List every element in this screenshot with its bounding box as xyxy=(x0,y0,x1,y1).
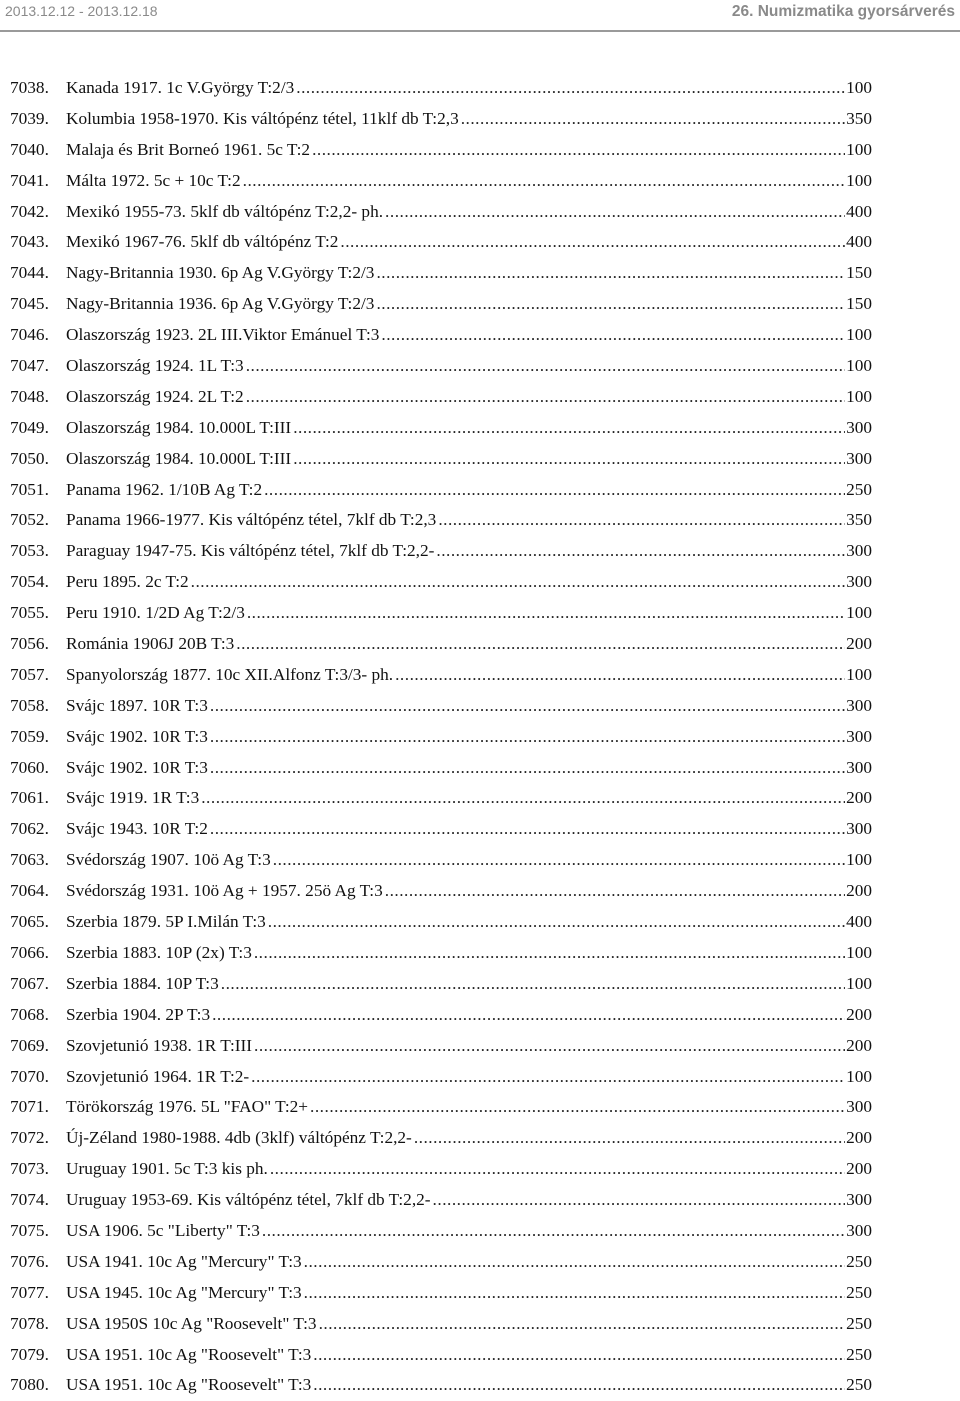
lot-description: Mexikó 1955-73. 5klf db váltópénz T:2,2- ph. xyxy=(66,201,384,221)
lot-number: 7050. xyxy=(10,448,49,468)
lot-line xyxy=(66,876,872,907)
lot-description: USA 1951. 10c Ag "Roosevelt" T:3 xyxy=(66,1375,312,1395)
dot-leader xyxy=(461,104,845,135)
lot-line xyxy=(66,907,872,938)
dot-leader xyxy=(313,1340,845,1371)
lot-row xyxy=(10,1092,872,1123)
dot-leader xyxy=(212,1000,845,1031)
lot-row xyxy=(10,1123,872,1154)
lot-row xyxy=(10,598,872,629)
dot-leader xyxy=(310,1092,845,1123)
lot-line xyxy=(66,289,872,320)
lot-number: 7068. xyxy=(10,1004,49,1024)
lot-line xyxy=(66,197,872,228)
lot-description: Svájc 1902. 10R T:3 xyxy=(66,757,208,777)
lot-description: Kanada 1917. 1c V.György T:2/3 xyxy=(66,78,295,97)
dot-leader xyxy=(254,1031,845,1062)
lot-description: Nagy-Britannia 1936. 6p Ag V.György T:2/3 xyxy=(66,294,375,314)
lot-starting-price: 100 xyxy=(846,850,872,870)
lot-number: 7074. xyxy=(10,1190,49,1210)
lot-number: 7080. xyxy=(10,1375,49,1395)
dot-leader xyxy=(433,1185,846,1216)
lot-starting-price: 250 xyxy=(846,1251,872,1271)
dot-leader xyxy=(304,1247,845,1278)
lot-row xyxy=(10,320,872,351)
lot-description: Szerbia 1884. 10P T:3 xyxy=(66,973,219,993)
dot-leader xyxy=(251,1062,845,1093)
dot-leader xyxy=(296,73,845,104)
lot-line xyxy=(66,1185,872,1216)
lot-number: 7063. xyxy=(10,850,49,870)
lot-description: Uruguay 1901. 5c T:3 kis ph. xyxy=(66,1159,268,1179)
lot-starting-price: 200 xyxy=(846,881,872,901)
lot-description: USA 1945. 10c Ag "Mercury" T:3 xyxy=(66,1282,302,1302)
dot-leader xyxy=(254,938,845,969)
lot-row xyxy=(10,814,872,845)
lot-line xyxy=(66,969,872,1000)
dot-leader xyxy=(210,753,845,784)
lot-number: 7055. xyxy=(10,603,49,623)
lot-row xyxy=(10,722,872,753)
dot-leader xyxy=(246,382,845,413)
lot-line xyxy=(66,598,872,629)
lot-description: Panama 1966-1977. Kis váltópénz tétel, 7klf db T:2,3 xyxy=(66,510,437,530)
lot-number: 7076. xyxy=(10,1251,49,1271)
lot-starting-price: 100 xyxy=(846,664,872,684)
lot-starting-price: 100 xyxy=(846,386,872,406)
lot-starting-price: 100 xyxy=(846,1066,872,1086)
lot-line xyxy=(66,1000,872,1031)
lot-description: Mexikó 1967-76. 5klf db váltópénz T:2 xyxy=(66,232,339,252)
lot-line xyxy=(66,258,872,289)
dot-leader xyxy=(246,351,845,382)
page-header xyxy=(0,0,960,34)
lot-number: 7073. xyxy=(10,1159,49,1179)
lot-row xyxy=(10,1185,872,1216)
dot-leader xyxy=(385,876,845,907)
lot-description: Paraguay 1947-75. Kis váltópénz tétel, 7klf db T:2,2- xyxy=(66,541,435,561)
lot-number: 7067. xyxy=(10,973,49,993)
dot-leader xyxy=(247,598,845,629)
lot-row xyxy=(10,660,872,691)
lot-description: USA 1941. 10c Ag "Mercury" T:3 xyxy=(66,1251,302,1271)
lot-number: 7042. xyxy=(10,201,49,221)
lot-starting-price: 300 xyxy=(846,695,872,715)
lot-line xyxy=(66,567,872,598)
lot-line xyxy=(66,444,872,475)
lot-line xyxy=(66,660,872,691)
lot-row xyxy=(10,197,872,228)
lot-line xyxy=(66,1340,872,1371)
lot-description: Szerbia 1879. 5P I.Milán T:3 xyxy=(66,912,266,932)
lot-description: Szovjetunió 1938. 1R T:III xyxy=(66,1035,253,1055)
dot-leader xyxy=(376,258,845,289)
lot-line xyxy=(66,845,872,876)
lot-number: 7057. xyxy=(10,664,49,684)
lot-row xyxy=(10,1216,872,1247)
lot-line xyxy=(66,691,872,722)
lot-line xyxy=(66,814,872,845)
lot-row xyxy=(10,1309,872,1340)
lot-number: 7072. xyxy=(10,1128,49,1148)
dot-leader xyxy=(414,1123,845,1154)
lot-row xyxy=(10,289,872,320)
lot-row xyxy=(10,1154,872,1185)
lot-number: 7066. xyxy=(10,942,49,962)
lot-line xyxy=(66,1031,872,1062)
lot-starting-price: 350 xyxy=(846,108,872,128)
lot-description: Svájc 1902. 10R T:3 xyxy=(66,726,208,746)
lot-row xyxy=(10,505,872,536)
dot-leader xyxy=(385,197,845,228)
lot-number: 7079. xyxy=(10,1344,49,1364)
lot-number: 7058. xyxy=(10,695,49,715)
lot-number: 7038. xyxy=(10,78,49,97)
lot-line xyxy=(66,166,872,197)
lot-row xyxy=(10,135,872,166)
dot-leader xyxy=(264,475,845,506)
header-divider xyxy=(0,30,960,32)
lot-number: 7051. xyxy=(10,479,49,499)
lot-line xyxy=(66,1154,872,1185)
lot-description: USA 1906. 5c "Liberty" T:3 xyxy=(66,1220,260,1240)
lot-description: Panama 1962. 1/10B Ag T:2 xyxy=(66,479,263,499)
lot-number: 7062. xyxy=(10,819,49,839)
lot-starting-price: 200 xyxy=(846,1004,872,1024)
lot-starting-price: 200 xyxy=(846,634,872,654)
lot-line xyxy=(66,536,872,567)
lot-starting-price: 100 xyxy=(846,139,872,159)
lot-row xyxy=(10,351,872,382)
lot-number: 7077. xyxy=(10,1282,49,1302)
lot-row xyxy=(10,1062,872,1093)
lot-row xyxy=(10,691,872,722)
lot-starting-price: 200 xyxy=(846,1128,872,1148)
lot-description: Új-Zéland 1980-1988. 4db (3klf) váltópénz T:2,2- xyxy=(66,1128,412,1148)
lot-line xyxy=(66,505,872,536)
lot-row xyxy=(10,382,872,413)
lot-starting-price: 150 xyxy=(846,263,872,283)
lot-row xyxy=(10,845,872,876)
lot-line xyxy=(66,135,872,166)
lot-description: USA 1951. 10c Ag "Roosevelt" T:3 xyxy=(66,1344,312,1364)
lot-starting-price: 300 xyxy=(846,572,872,592)
lot-line xyxy=(66,1247,872,1278)
lot-row xyxy=(10,227,872,258)
lot-starting-price: 100 xyxy=(846,356,872,376)
lot-number: 7061. xyxy=(10,788,49,808)
lot-starting-price: 250 xyxy=(846,1282,872,1302)
lot-row xyxy=(10,969,872,1000)
dot-leader xyxy=(293,413,845,444)
lot-starting-price: 200 xyxy=(846,788,872,808)
lot-starting-price: 400 xyxy=(846,201,872,221)
lot-description: Peru 1910. 1/2D Ag T:2/3 xyxy=(66,603,245,623)
lot-list xyxy=(10,73,872,1401)
lot-starting-price: 150 xyxy=(846,294,872,314)
dot-leader xyxy=(304,1278,845,1309)
lot-description: Olaszország 1924. 1L T:3 xyxy=(66,356,244,376)
lot-row xyxy=(10,1031,872,1062)
lot-row xyxy=(10,783,872,814)
lot-starting-price: 100 xyxy=(846,78,872,97)
lot-number: 7056. xyxy=(10,634,49,654)
lot-number: 7047. xyxy=(10,356,49,376)
lot-starting-price: 300 xyxy=(846,1220,872,1240)
dot-leader xyxy=(262,1216,845,1247)
auction-title: 26. Numizmatika gyorsárverés xyxy=(731,3,955,20)
lot-starting-price: 250 xyxy=(846,1375,872,1395)
lot-row xyxy=(10,444,872,475)
lot-row xyxy=(10,536,872,567)
lot-number: 7060. xyxy=(10,757,49,777)
lot-number: 7054. xyxy=(10,572,49,592)
lot-row xyxy=(10,753,872,784)
lot-starting-price: 300 xyxy=(846,726,872,746)
lot-row xyxy=(10,1370,872,1401)
dot-leader xyxy=(268,907,845,938)
lot-starting-price: 100 xyxy=(846,942,872,962)
lot-description: Olaszország 1984. 10.000L T:III xyxy=(66,448,292,468)
lot-description: Svájc 1943. 10R T:2 xyxy=(66,819,208,839)
lot-description: Svédország 1931. 10ö Ag + 1957. 25ö Ag T:3 xyxy=(66,881,383,901)
dot-leader xyxy=(376,289,845,320)
lot-row xyxy=(10,567,872,598)
lot-description: Szovjetunió 1964. 1R T:2- xyxy=(66,1066,250,1086)
lot-number: 7045. xyxy=(10,294,49,314)
lot-row xyxy=(10,876,872,907)
lot-starting-price: 100 xyxy=(846,603,872,623)
lot-description: Törökország 1976. 5L "FAO" T:2+ xyxy=(66,1097,309,1117)
dot-leader xyxy=(319,1309,846,1340)
lot-line xyxy=(66,227,872,258)
dot-leader xyxy=(312,135,845,166)
lot-number: 7052. xyxy=(10,510,49,530)
dot-leader xyxy=(191,567,845,598)
lot-line xyxy=(66,475,872,506)
lot-number: 7069. xyxy=(10,1035,49,1055)
dot-leader xyxy=(395,660,845,691)
dot-leader xyxy=(210,722,845,753)
lot-line xyxy=(66,1309,872,1340)
lot-starting-price: 250 xyxy=(846,1313,872,1333)
lot-row xyxy=(10,1340,872,1371)
lot-row xyxy=(10,166,872,197)
lot-description: Szerbia 1904. 2P T:3 xyxy=(66,1004,211,1024)
dot-leader xyxy=(221,969,845,1000)
lot-number: 7064. xyxy=(10,881,49,901)
lot-number: 7078. xyxy=(10,1313,49,1333)
dot-leader xyxy=(210,814,845,845)
lot-number: 7059. xyxy=(10,726,49,746)
lot-description: Olaszország 1984. 10.000L T:III xyxy=(66,417,292,437)
lot-number: 7044. xyxy=(10,263,49,283)
dot-leader xyxy=(273,845,845,876)
lot-line xyxy=(66,382,872,413)
dot-leader xyxy=(436,536,845,567)
lot-number: 7075. xyxy=(10,1220,49,1240)
lot-starting-price: 250 xyxy=(846,479,872,499)
dot-leader xyxy=(293,444,845,475)
lot-row xyxy=(10,73,872,104)
lot-line xyxy=(66,722,872,753)
lot-line xyxy=(66,1123,872,1154)
lot-line xyxy=(66,629,872,660)
lot-number: 7065. xyxy=(10,912,49,932)
lot-description: Uruguay 1953-69. Kis váltópénz tétel, 7klf db T:2,2- xyxy=(66,1190,431,1210)
lot-starting-price: 100 xyxy=(846,170,872,190)
lot-number: 7040. xyxy=(10,139,49,159)
lot-description: Malaja és Brit Borneó 1961. 5c T:2 xyxy=(66,139,311,159)
lot-description: USA 1950S 10c Ag "Roosevelt" T:3 xyxy=(66,1313,317,1333)
lot-starting-price: 350 xyxy=(846,510,872,530)
lot-number: 7048. xyxy=(10,386,49,406)
lot-row xyxy=(10,104,872,135)
lot-description: Olaszország 1923. 2L III.Viktor Emánuel T:3 xyxy=(66,325,380,345)
lot-starting-price: 300 xyxy=(846,448,872,468)
lot-starting-price: 200 xyxy=(846,1035,872,1055)
lot-row xyxy=(10,1278,872,1309)
lot-starting-price: 200 xyxy=(846,1159,872,1179)
lot-number: 7041. xyxy=(10,170,49,190)
lot-row xyxy=(10,938,872,969)
lot-line xyxy=(66,938,872,969)
lot-number: 7039. xyxy=(10,108,49,128)
lot-number: 7046. xyxy=(10,325,49,345)
lot-starting-price: 400 xyxy=(846,232,872,252)
lot-starting-price: 300 xyxy=(846,819,872,839)
lot-line xyxy=(66,1092,872,1123)
lot-description: Kolumbia 1958-1970. Kis váltópénz tétel, 11klf db T:2,3 xyxy=(66,108,459,128)
lot-starting-price: 100 xyxy=(846,325,872,345)
lot-line xyxy=(66,783,872,814)
dot-leader xyxy=(381,320,845,351)
dot-leader xyxy=(313,1370,845,1401)
lot-number: 7071. xyxy=(10,1097,49,1117)
lot-starting-price: 300 xyxy=(846,1097,872,1117)
lot-starting-price: 250 xyxy=(846,1344,872,1364)
lot-line xyxy=(66,413,872,444)
lot-row xyxy=(10,629,872,660)
lot-line xyxy=(66,320,872,351)
lot-line xyxy=(66,104,872,135)
lot-starting-price: 300 xyxy=(846,541,872,561)
lot-row xyxy=(10,1247,872,1278)
date-range: 2013.12.12 - 2013.12.18 xyxy=(5,3,158,19)
lot-description: Svájc 1919. 1R T:3 xyxy=(66,788,200,808)
lot-line xyxy=(66,1062,872,1093)
dot-leader xyxy=(340,227,845,258)
lot-description: Peru 1895. 2c T:2 xyxy=(66,572,189,592)
lot-description: Málta 1972. 5c + 10c T:2 xyxy=(66,170,241,190)
lot-line xyxy=(66,351,872,382)
lot-description: Olaszország 1924. 2L T:2 xyxy=(66,386,244,406)
lot-description: Szerbia 1883. 10P (2x) T:3 xyxy=(66,942,252,962)
lot-number: 7053. xyxy=(10,541,49,561)
lot-starting-price: 300 xyxy=(846,417,872,437)
lot-number: 7070. xyxy=(10,1066,49,1086)
lot-line xyxy=(66,1370,872,1401)
dot-leader xyxy=(270,1154,845,1185)
lot-number: 7043. xyxy=(10,232,49,252)
lot-line xyxy=(66,1216,872,1247)
lot-row xyxy=(10,475,872,506)
lot-number: 7049. xyxy=(10,417,49,437)
dot-leader xyxy=(201,783,845,814)
lot-line xyxy=(66,1278,872,1309)
lot-starting-price: 100 xyxy=(846,973,872,993)
lot-description: Svédország 1907. 10ö Ag T:3 xyxy=(66,850,271,870)
dot-leader xyxy=(243,166,845,197)
lot-line xyxy=(66,753,872,784)
lot-description: Románia 1906J 20B T:3 xyxy=(66,634,235,654)
lot-row xyxy=(10,413,872,444)
lot-row xyxy=(10,907,872,938)
dot-leader xyxy=(236,629,845,660)
lot-description: Svájc 1897. 10R T:3 xyxy=(66,695,208,715)
lot-starting-price: 300 xyxy=(846,757,872,777)
lot-starting-price: 300 xyxy=(846,1190,872,1210)
lot-line xyxy=(66,73,872,104)
lot-row xyxy=(10,258,872,289)
lot-description: Nagy-Britannia 1930. 6p Ag V.György T:2/3 xyxy=(66,263,375,283)
dot-leader xyxy=(210,691,845,722)
dot-leader xyxy=(438,505,845,536)
lot-starting-price: 400 xyxy=(846,912,872,932)
lot-description: Spanyolország 1877. 10c XII.Alfonz T:3/3- ph. xyxy=(66,664,394,684)
lot-row xyxy=(10,1000,872,1031)
